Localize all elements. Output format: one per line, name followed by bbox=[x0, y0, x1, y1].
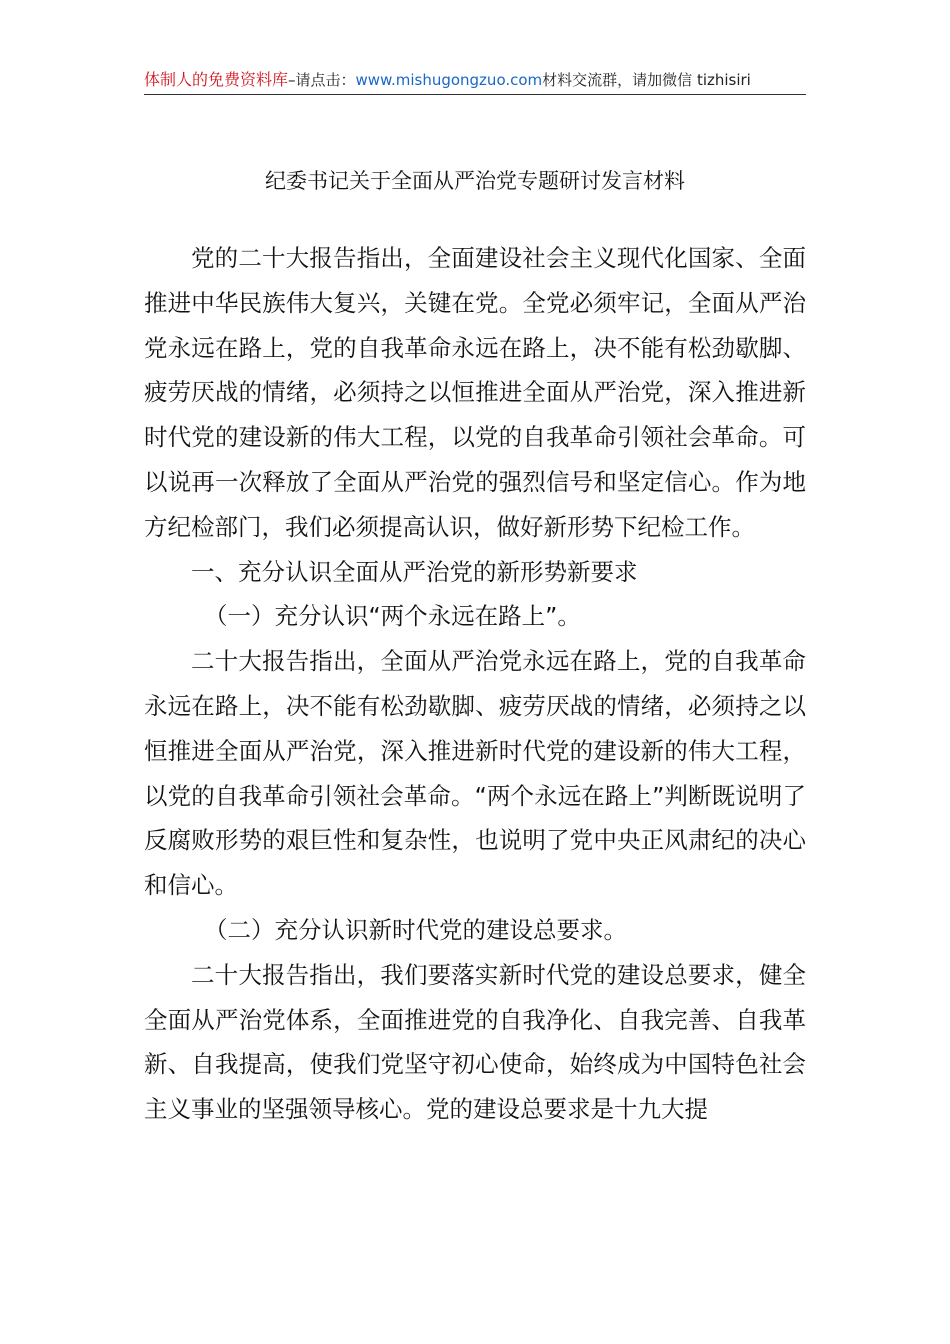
subsection-1-heading: （一）充分认识“两个永远在路上”。 bbox=[204, 602, 581, 631]
header-prompt: –请点击： bbox=[288, 71, 356, 89]
header-contact-note: 材料交流群，请加微信 tizhisiri bbox=[542, 71, 751, 89]
subsection-1-paragraph: 二十大报告指出，全面从严治党永远在路上，党的自我革命永远在路上，决不能有松劲歇脚、疲劳厌战的情绪，必须持之以恒推进全面从严治党，深入推进新时代党的建设新的伟大工程，以党的自我革命引领社会革命。“两个永远在路上”判断既说明了反腐败形势的艰巨性和复杂性，也说明了党中央正风肃纪的决心和信心。 bbox=[144, 647, 806, 900]
header-website-link[interactable]: www.mishugongzuo.com bbox=[355, 71, 543, 89]
intro-paragraph: 党的二十大报告指出，全面建设社会主义现代化国家、全面推进中华民族伟大复兴，关键在党。全党必须牢记，全面从严治党永远在路上，党的自我革命永远在路上，决不能有松劲歇脚、疲劳厌战的情绪，必须持之以恒推进全面从严治党，深入推进新时代党的建设新的伟大工程，以党的自我革命引领社会革命。可以说再一次释放了全面从严治党的强烈信号和坚定信心。作为地方纪检部门，我们必须提高认识，做好新形势下纪检工作。 bbox=[144, 244, 806, 541]
header-brand: 体制人的免费资料库 bbox=[144, 70, 289, 89]
document-body bbox=[144, 236, 806, 1132]
document-title: 纪委书记关于全面从严治党专题研讨发言材料 bbox=[265, 169, 685, 193]
subsection-2-paragraph: 二十大报告指出，我们要落实新时代党的建设总要求，健全全面从严治党体系，全面推进党的自我净化、自我完善、自我革新、自我提高，使我们党坚守初心使命，始终成为中国特色社会主义事业的坚强领导核心。党的建设总要求是十九大提 bbox=[144, 960, 806, 1124]
subsection-2-heading: （二）充分认识新时代党的建设总要求。 bbox=[204, 915, 627, 944]
page-header bbox=[144, 66, 806, 95]
section-1-heading: 一、充分认识全面从严治党的新形势新要求 bbox=[191, 557, 638, 586]
